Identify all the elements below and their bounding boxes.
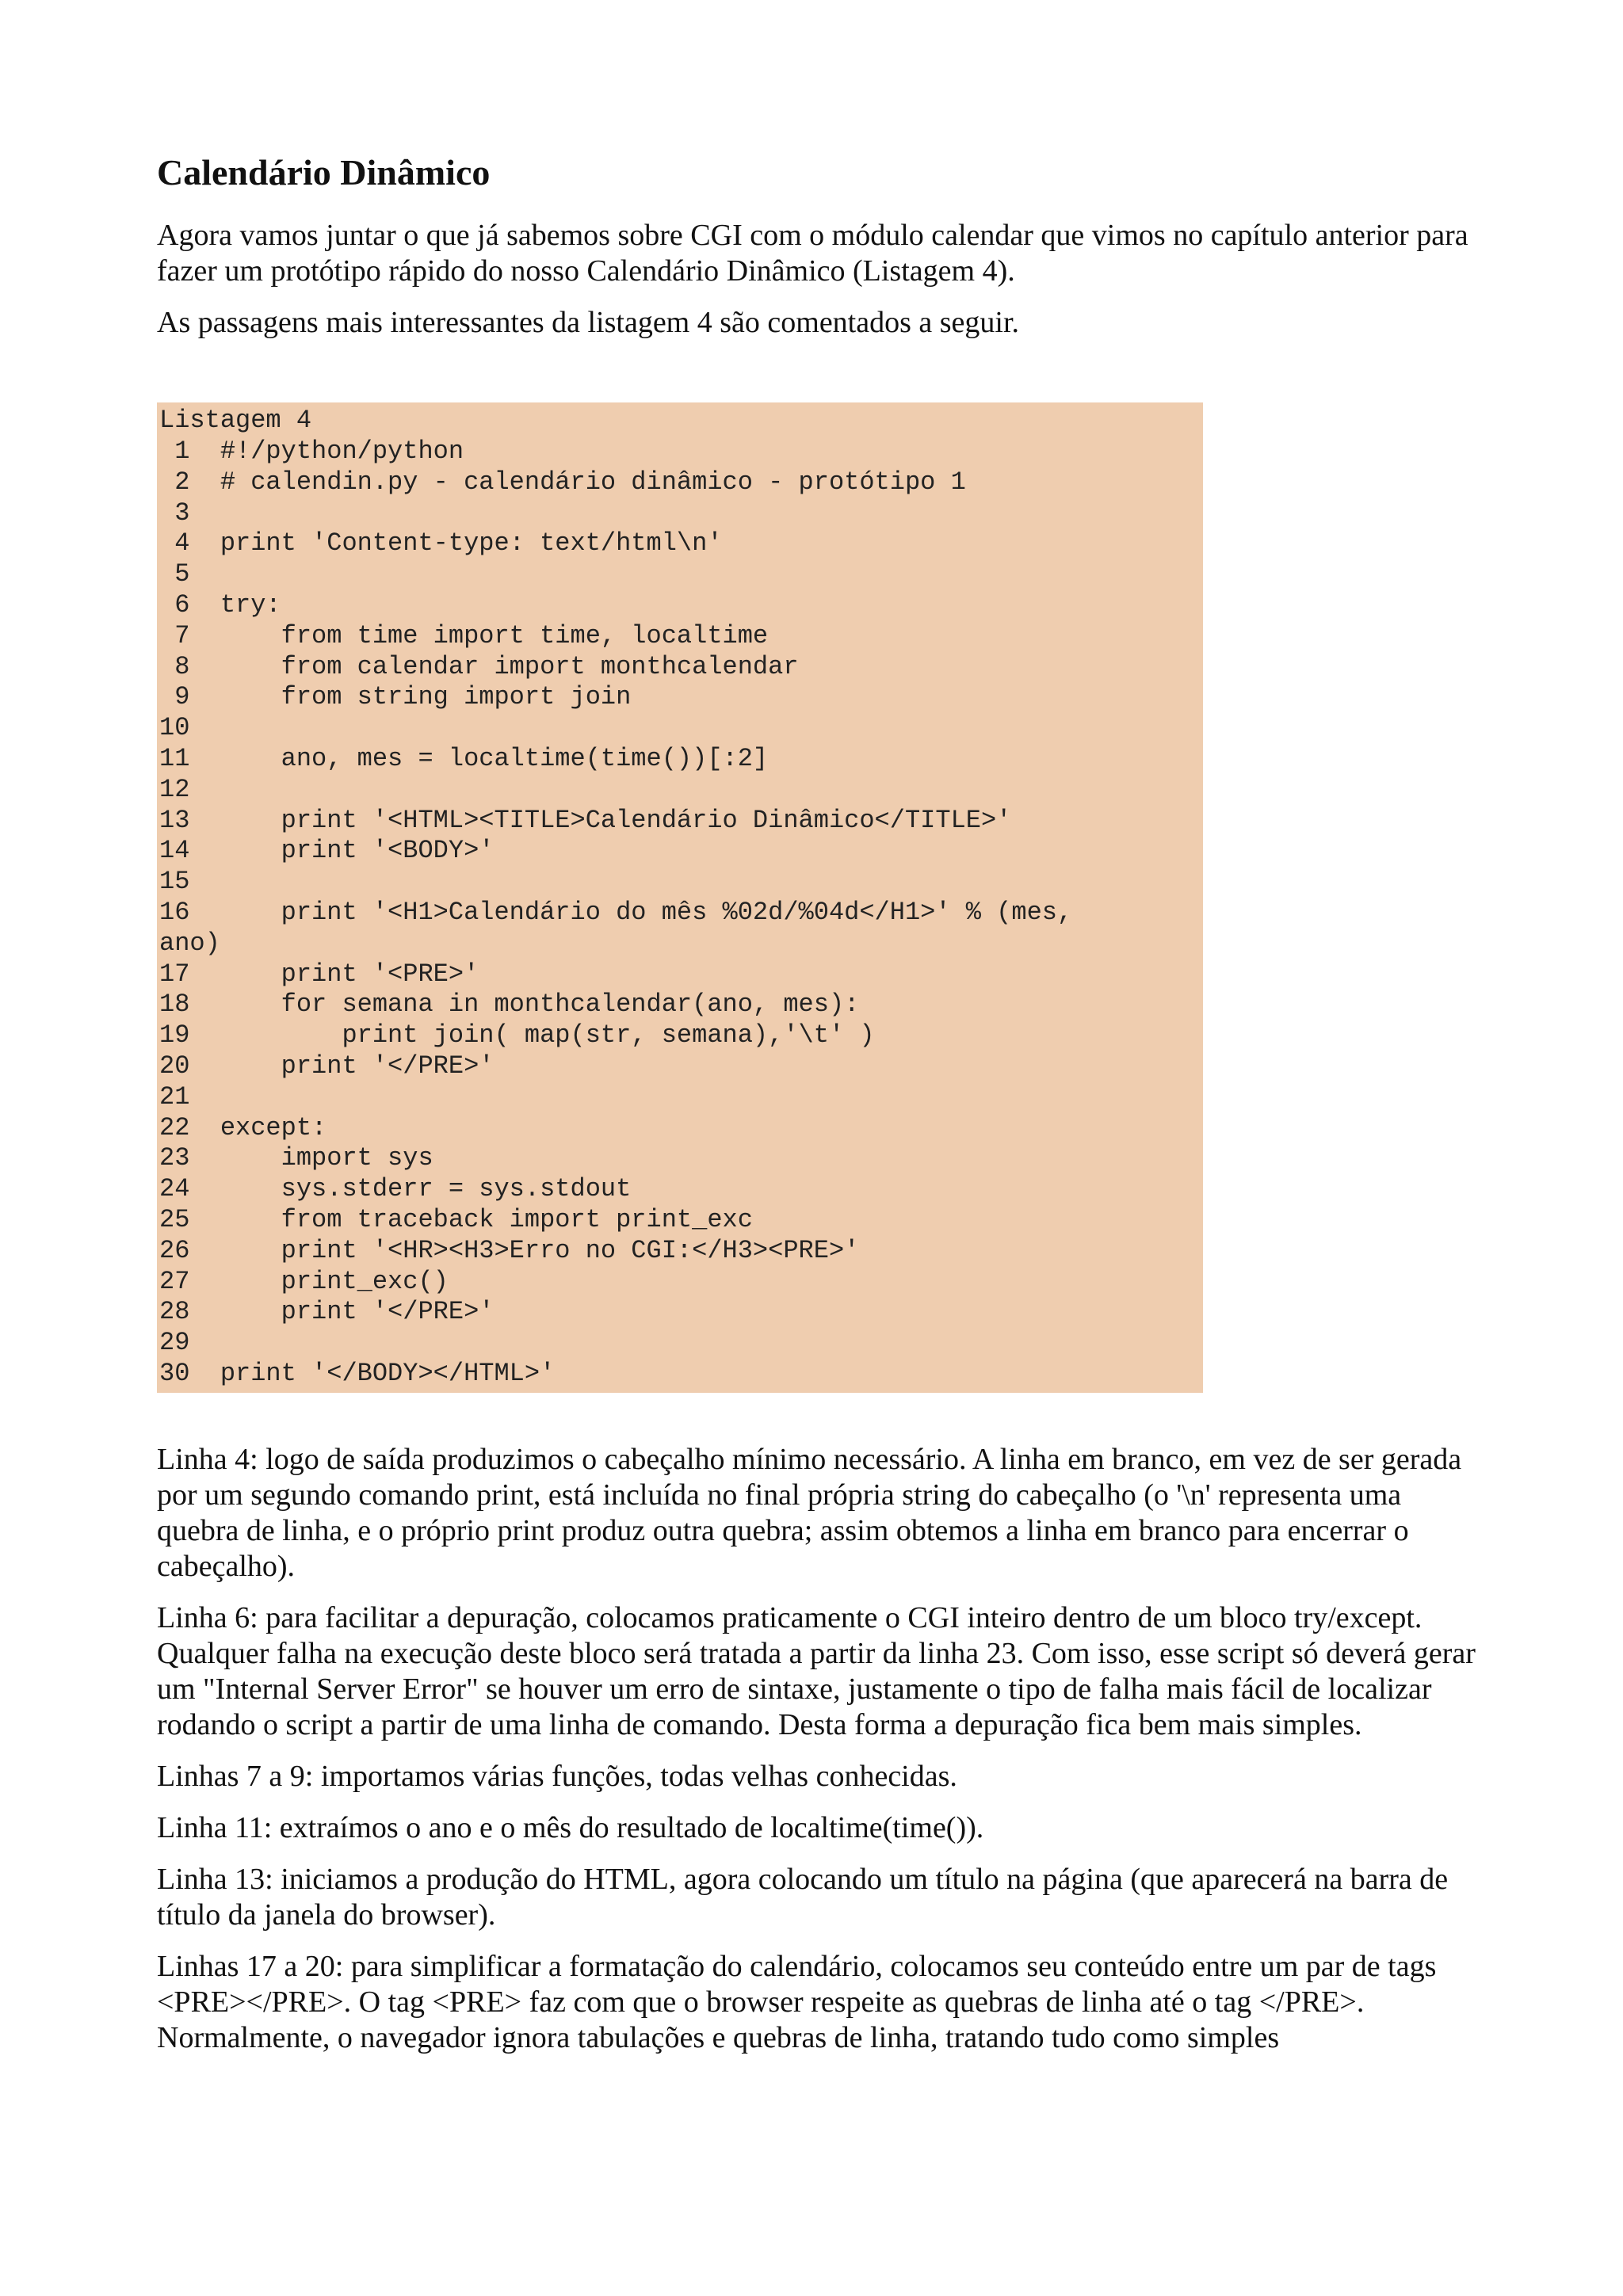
intro-paragraph-1: Agora vamos juntar o que já sabemos sobre CGI com o módulo calendar que vimos no capítulo anterior para fazer um protótipo rápido do nosso Calendário Dinâmico (Listagem 4). bbox=[157, 219, 1468, 288]
code-line: 27 print_exc() bbox=[159, 1266, 449, 1296]
code-line: 7 from time import time, localtime bbox=[159, 620, 769, 650]
code-line: 24 sys.stderr = sys.stdout bbox=[159, 1174, 632, 1204]
code-line: 28 print '</PRE>' bbox=[159, 1297, 495, 1327]
note-line-6: Linha 6: para facilitar a depuração, colocamos praticamente o CGI inteiro dentro de um bloco try/except. Qualquer falha na execução deste bloco será tratada a partir da linha 23. Com isso, esse script só deverá gerar um "Internal Server Error" se houver um erro de sintaxe, justamente o tipo de falha mais fácil de localizar rodando o script a partir de uma linha de comando. Desta forma a depuração fica bem mais simples. bbox=[157, 1600, 1476, 1741]
code-line: 13 print '<HTML><TITLE>Calendário Dinâmico</TITLE>' bbox=[159, 805, 1012, 835]
code-line: 26 print '<HR><H3>Erro no CGI:</H3><PRE>' bbox=[159, 1235, 860, 1265]
code-line: 6 try: bbox=[159, 589, 281, 620]
note-lines-17-20: Linhas 17 a 20: para simplificar a formatação do calendário, colocamos seu conteúdo entre um par de tags <PRE></PRE>. O tag <PRE> faz com que o browser respeite as quebras de linha até o tag </PRE>. Normalmente, o navegador ignora tabulações e quebras de linha, tratando tudo como simples bbox=[157, 1949, 1437, 2054]
code-line: 3 bbox=[159, 498, 190, 528]
code-line: 23 import sys bbox=[159, 1143, 433, 1173]
note-lines-7-9: Linhas 7 a 9: importamos várias funções, todas velhas conhecidas. bbox=[157, 1759, 957, 1793]
note-line-11: Linha 11: extraímos o ano e o mês do resultado de localtime(time()). bbox=[157, 1810, 984, 1844]
document-page bbox=[157, 151, 1488, 2072]
code-listing bbox=[157, 402, 1203, 1393]
note-line-4: Linha 4: logo de saída produzimos o cabeçalho mínimo necessário. A linha em branco, em vez de ser gerada por um segundo comando print, está incluída no final própria string do cabeçalho (o '\n' representa uma quebra de linha, e o próprio print produz outra quebra; assim obtemos a linha em branco para encerrar o cabeçalho). bbox=[157, 1442, 1462, 1583]
code-line: 4 print 'Content-type: text/html\n' bbox=[159, 528, 723, 559]
listing-caption: Listagem 4 bbox=[159, 406, 312, 436]
code-line: 8 from calendar import monthcalendar bbox=[159, 651, 799, 681]
code-line: 16 print '<H1>Calendário do mês %02d/%04d</H1>' % (mes, bbox=[159, 897, 1073, 927]
code-line: 17 print '<PRE>' bbox=[159, 959, 479, 989]
section-title: Calendário Dinâmico bbox=[157, 152, 491, 193]
code-line: 5 bbox=[159, 559, 190, 589]
code-line: 22 except: bbox=[159, 1112, 327, 1142]
code-line: 30 print '</BODY></HTML>' bbox=[159, 1358, 556, 1388]
intro-paragraph-2: As passagens mais interessantes da listagem 4 são comentados a seguir. bbox=[157, 306, 1020, 340]
code-line: 10 bbox=[159, 713, 190, 743]
code-line: 1 #!/python/python bbox=[159, 436, 464, 466]
code-line: ano) bbox=[159, 928, 220, 958]
code-line: 25 from traceback import print_exc bbox=[159, 1204, 753, 1234]
note-line-13: Linha 13: iniciamos a produção do HTML, agora colocando um título na página (que aparecerá na barra de título da janela do browser). bbox=[157, 1862, 1449, 1932]
code-line: 20 print '</PRE>' bbox=[159, 1051, 495, 1081]
code-line: 29 bbox=[159, 1328, 190, 1358]
code-line: 18 for semana in monthcalendar(ano, mes): bbox=[159, 990, 860, 1020]
code-line: 2 # calendin.py - calendário dinâmico - protótipo 1 bbox=[159, 467, 966, 497]
code-line: 15 bbox=[159, 867, 190, 897]
code-line: 21 bbox=[159, 1081, 190, 1112]
code-line: 12 bbox=[159, 774, 190, 804]
code-line: 11 ano, mes = localtime(time())[:2] bbox=[159, 743, 769, 773]
code-line: 9 from string import join bbox=[159, 682, 632, 712]
code-line: 19 print join( map(str, semana),'\t' ) bbox=[159, 1020, 875, 1051]
code-line: 14 print '<BODY>' bbox=[159, 836, 495, 866]
